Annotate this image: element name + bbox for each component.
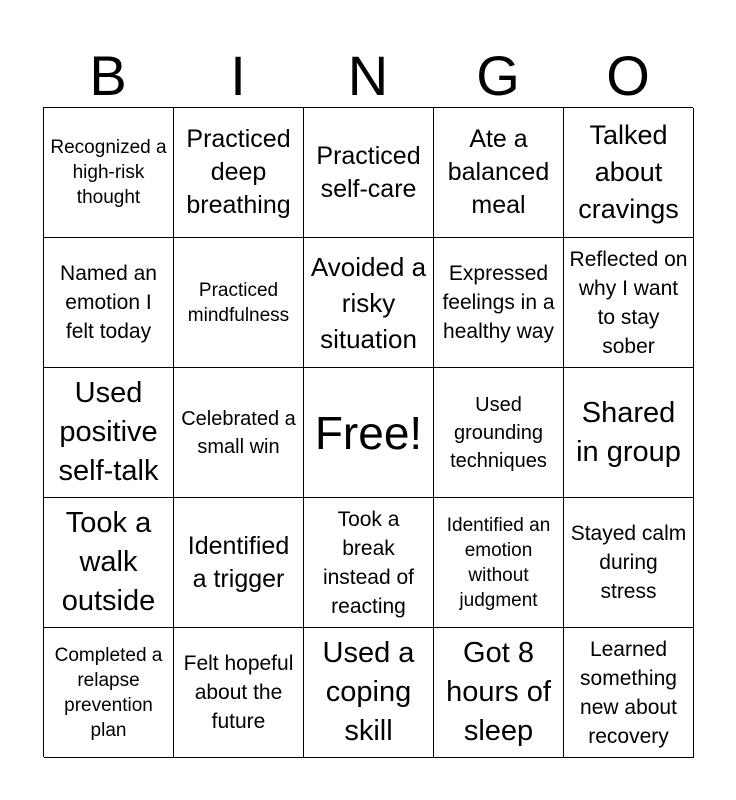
cell-text: Got 8 hours of sleep [446,637,551,747]
bingo-cell[interactable] [174,628,304,758]
header-letter-b: B [89,44,127,107]
bingo-cell[interactable] [304,498,434,628]
cell-text: Expressed feelings in a healthy way [442,262,555,343]
cell-text: Celebrated a small win [181,407,296,458]
bingo-cell[interactable] [304,628,434,758]
cell-text: Reflected on why I want to stay sober [569,247,688,358]
cell-text: Used a coping skill [322,637,415,747]
bingo-grid [43,107,693,757]
bingo-cell[interactable] [434,238,564,368]
cell-text: Talked about cravings [578,120,679,224]
header-letter-i: I [230,44,246,107]
bingo-cell[interactable] [434,368,564,498]
free-cell[interactable] [304,368,434,498]
bingo-cell[interactable] [174,498,304,628]
header-letter-g: G [476,44,520,107]
header-letter-o: O [606,44,650,107]
free-text: Free! [314,406,423,459]
bingo-cell[interactable] [304,108,434,238]
bingo-cell[interactable] [44,628,174,758]
bingo-cell[interactable] [434,628,564,758]
bingo-cell[interactable] [564,628,694,758]
cell-text: Practiced self-care [316,141,421,203]
cell-text: Ate a balanced meal [447,125,550,219]
bingo-cell[interactable] [564,238,694,368]
bingo-cell[interactable] [44,498,174,628]
cell-text: Used positive self-talk [58,377,159,487]
cell-text: Stayed calm during stress [570,522,687,603]
bingo-cell[interactable] [44,108,174,238]
cell-text: Identified an emotion without judgment [446,514,551,611]
cell-text: Took a break instead of reacting [322,507,415,618]
bingo-cell[interactable] [434,108,564,238]
bingo-cell[interactable] [564,368,694,498]
cell-text: Practiced deep breathing [186,125,291,219]
cell-text: Identified a trigger [187,531,290,593]
cell-text: Completed a relapse prevention plan [54,644,163,741]
header-letter-n: N [347,44,389,107]
bingo-cell[interactable] [174,368,304,498]
cell-text: Avoided a risky situation [310,251,427,354]
bingo-cell[interactable] [174,108,304,238]
cell-text: Took a walk outside [61,507,156,617]
cell-text: Recognized a high-risk thought [50,137,167,208]
bingo-cell[interactable] [564,108,694,238]
bingo-cell[interactable] [304,238,434,368]
bingo-cell[interactable] [434,498,564,628]
cell-text: Shared in group [576,396,681,468]
cell-text: Named an emotion I felt today [60,262,157,343]
bingo-cell[interactable] [44,368,174,498]
cell-text: Learned something new about recovery [580,637,677,748]
cell-text: Used grounding techniques [450,393,547,472]
cell-text: Practiced mindfulness [187,279,290,326]
bingo-header [43,44,693,108]
cell-text: Felt hopeful about the future [183,652,294,733]
bingo-cell[interactable] [564,498,694,628]
bingo-cell[interactable] [44,238,174,368]
bingo-cell[interactable] [174,238,304,368]
